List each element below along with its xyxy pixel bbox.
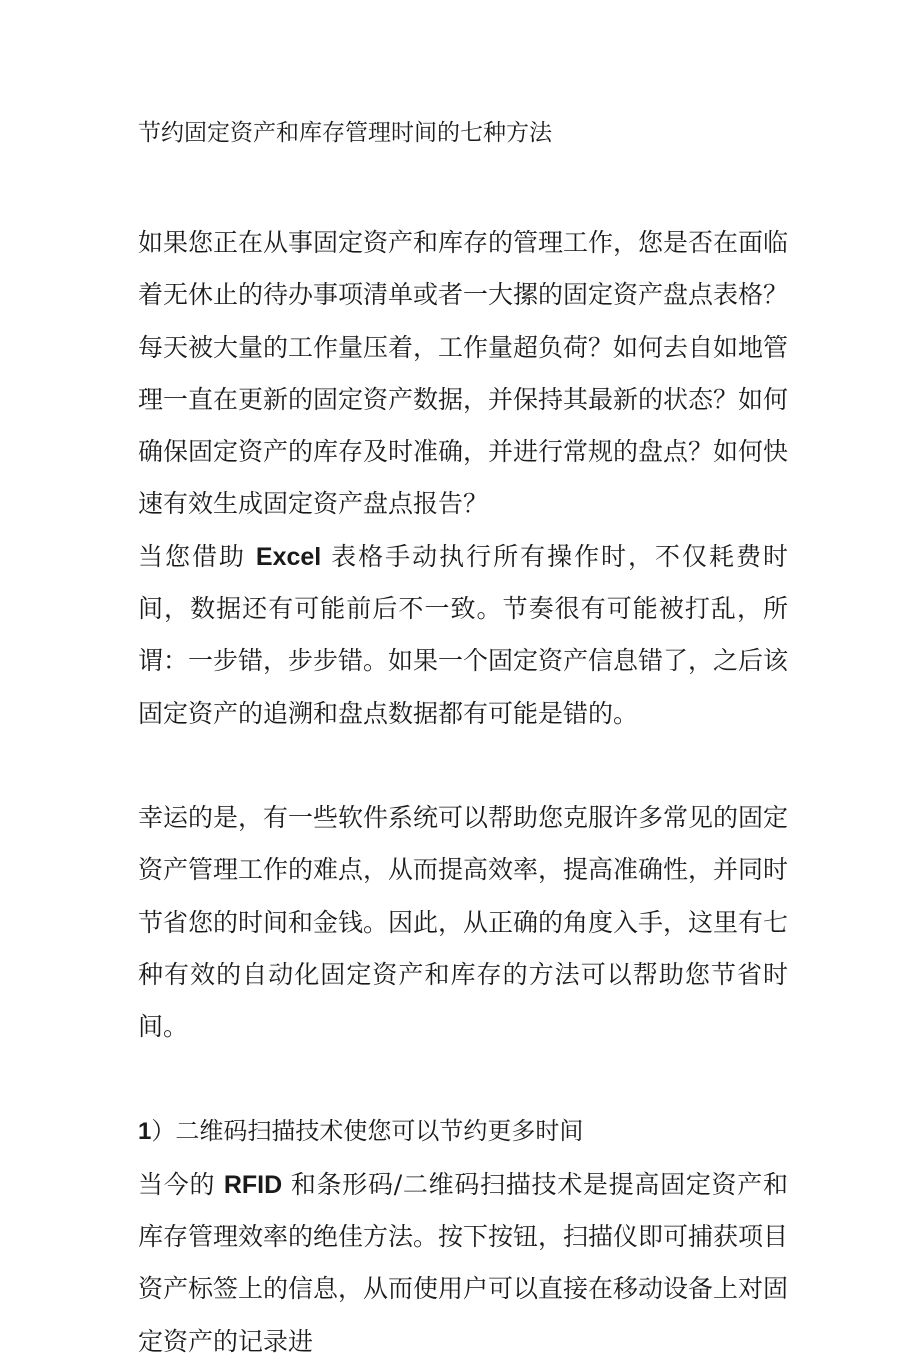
section-heading-1 (138, 1105, 788, 1158)
paragraph-rfid-after: 和条形码/二维码扫描技术是提高固定资产和库存管理效率的绝佳方法。按下按钮，扫描仪即可捕获项目资产标签上的信息，从而使用户可以直接在移动设备上对固定资产的记录进 (138, 1169, 789, 1356)
term-rfid: RFID (223, 1170, 283, 1199)
paragraph-software: 幸运的是，有一些软件系统可以帮助您克服许多常见的固定资产管理工作的难点，从而提高效率，提高准确性，并同时节省您的时间和金钱。因此，从正确的角度入手，这里有七种有效的自动化固定资产和库存的方法可以帮助您节省时间。 (138, 802, 789, 1042)
paragraph-excel-after: 表格手动执行所有操作时，不仅耗费时间，数据还有可能前后不一致。节奏很有可能被打乱，所谓：一步错，步步错。如果一个固定资产信息错了，之后该固定资产的追溯和盘点数据都有可能是错的。 (138, 541, 789, 728)
document-title: 节约固定资产和库存管理时间的七种方法 (138, 120, 552, 146)
paragraph-excel-before: 当您借助 (138, 541, 256, 571)
paragraph-excel (138, 531, 788, 740)
term-excel: Excel (255, 542, 322, 571)
paragraph-gap (138, 1053, 788, 1105)
paragraph-gap (138, 740, 788, 792)
paragraph-rfid-before: 当今的 (138, 1169, 224, 1199)
paragraph-rfid (138, 1159, 788, 1368)
section-heading-text: ）二维码扫描技术使您可以节约更多时间 (151, 1117, 584, 1146)
document-body (138, 112, 788, 1368)
section-number: 1 (138, 1118, 152, 1146)
paragraph-intro: 如果您正在从事固定资产和库存的管理工作，您是否在面临着无休止的待办事项清单或者一大摞的固定资产盘点表格？每天被大量的工作量压着，工作量超负荷？如何去自如地管理一直在更新的固定资产数据，并保持其最新的状态？如何确保固定资产的库存及时准确，并进行常规的盘点？如何快速有效生成固定资产盘点报告？ (138, 228, 789, 519)
